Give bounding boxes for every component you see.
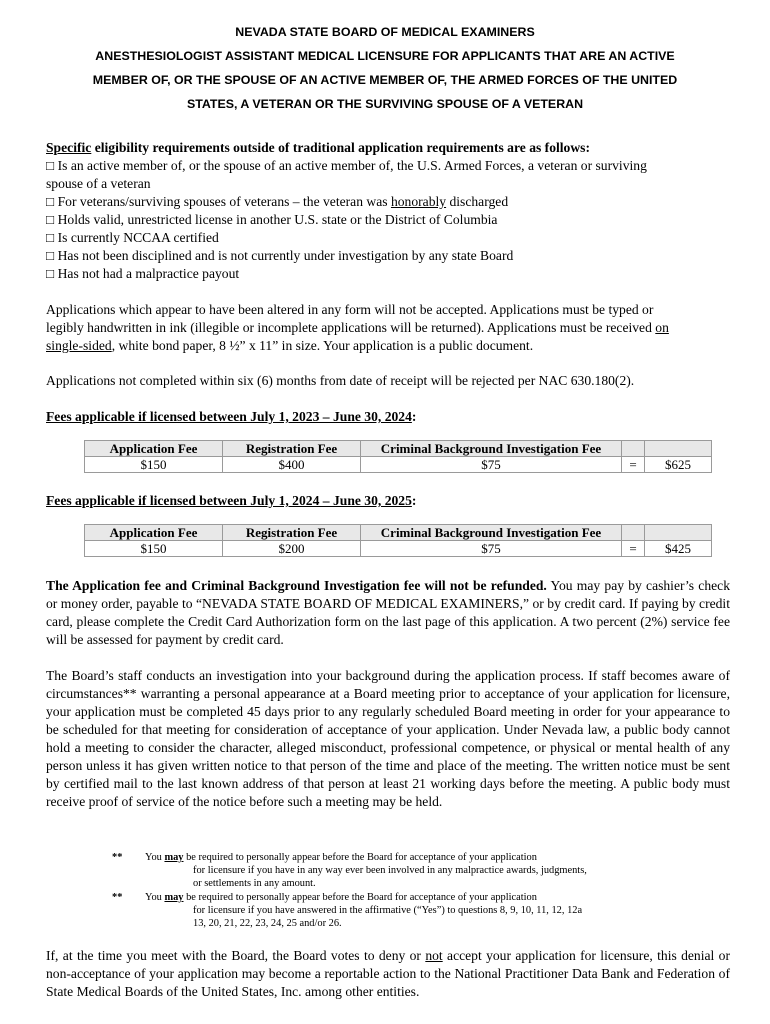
footnote-line-2: for licensure if you have answered in the affirmative (“Yes”) to questions 8, 9, 10, 11, 12, 12a <box>193 905 583 916</box>
fees-2-heading-text: Fees applicable if licensed between July 1, 2024 – June 30, 2025 <box>46 493 412 508</box>
col-background-fee: Criminal Background Investigation Fee <box>361 441 622 457</box>
footnote-marker: ** <box>112 892 123 903</box>
applications-timeout: Applications not completed within six (6) months from date of receipt will be rejected per NAC 630.180(2). <box>46 373 635 388</box>
footnote-you: You <box>145 852 165 863</box>
fees-table-2024 <box>84 524 712 557</box>
col-application-fee: Application Fee <box>85 525 223 541</box>
closing-text-1: If, at the time you meet with the Board, the Board votes to deny or <box>46 948 426 963</box>
eligibility-section <box>46 139 730 283</box>
registration-fee-value: $200 <box>223 541 361 557</box>
col-registration-fee: Registration Fee <box>223 525 361 541</box>
col-background-fee: Criminal Background Investigation Fee <box>361 525 622 541</box>
applications-line-3-text: , white bond paper, 8 ½” x 11” in size. Your application is a public document. <box>111 338 534 353</box>
eligibility-veterans-text: □ For veterans/surviving spouses of veterans – the veteran was <box>46 194 391 209</box>
background-fee-value: $75 <box>361 457 622 473</box>
fees-2-heading <box>46 492 730 510</box>
eligibility-item-license: □ Holds valid, unrestricted license in another U.S. state or the District of Columbia <box>46 212 498 227</box>
eligibility-item-discipline: □ Has not been disciplined and is not currently under investigation by any state Board <box>46 248 514 263</box>
investigation-paragraph <box>46 667 730 811</box>
eligibility-item-veterans <box>46 193 730 211</box>
fees-table-header-row <box>85 441 712 457</box>
col-total-blank <box>645 525 712 541</box>
eligibility-item-nccaa: □ Is currently NCCAA certified <box>46 230 219 245</box>
header-board-name: NEVADA STATE BOARD OF MEDICAL EXAMINERS <box>235 25 535 39</box>
header-title-line-1: ANESTHESIOLOGIST ASSISTANT MEDICAL LICENSURE FOR APPLICANTS THAT ARE AN ACTIVE <box>95 49 675 63</box>
footnote-you: You <box>145 892 165 903</box>
equals-sign: = <box>622 541 645 557</box>
fees-table-2023 <box>84 440 712 473</box>
footnote-malpractice <box>112 851 672 890</box>
header-title-line-3: STATES, A VETERAN OR THE SURVIVING SPOUSE OF A VETERAN <box>186 97 584 111</box>
applications-on: on <box>655 320 669 335</box>
refund-paragraph <box>46 577 730 649</box>
closing-text-2: accept your application for licensure, this denial or non-acceptance of your application may become a reportable action to the National Practitioner Data Bank and Federation of State Medical Boards of the United States, Inc. among other entities. <box>46 948 730 999</box>
total-fee-value: $425 <box>645 541 712 557</box>
footnote-line-1 <box>145 851 672 864</box>
equals-sign: = <box>622 457 645 473</box>
closing-paragraph <box>46 947 730 1001</box>
fees-1-heading <box>46 408 730 426</box>
header-title-line-2: MEMBER OF, OR THE SPOUSE OF AN ACTIVE MEMBER OF, THE ARMED FORCES OF THE UNITED <box>92 73 678 87</box>
eligibility-heading-text: eligibility requirements outside of traditional application requirements are as follows: <box>91 140 590 155</box>
total-fee-value: $625 <box>645 457 712 473</box>
applications-timeout-paragraph <box>46 372 730 390</box>
fees-table-value-row <box>85 541 712 557</box>
registration-fee-value: $400 <box>223 457 361 473</box>
footnote-text: be required to personally appear before the Board for acceptance of your application <box>183 892 537 903</box>
eligibility-item-armed-forces: □ Is an active member of, or the spouse of an active member of, the U.S. Armed Forces, a veteran or surviving <box>46 158 647 173</box>
investigation-text: The Board’s staff conducts an investigation into your background during the application process. If staff becomes aware of circumstances** warranting a personal appearance at a Board meeting prior to acceptance of your application for licensure, your application must be completed 45 days prior to any regularly scheduled Board meeting in order for your appearance to be scheduled for that meeting for consideration of acceptance of your application. Under Nevada law, a public body cannot hold a meeting to consider the character, alleged misconduct, professional competence, or physical or mental health of any person unless it has given written notice to that person of the time and place of the meeting. The written notice must be sent by certified mail to the last known address of that person at least 21 working days before the meeting. A public body must receive proof of service of the notice before such a meeting may be held. <box>46 668 730 809</box>
fees-table-header-row <box>85 525 712 541</box>
col-registration-fee: Registration Fee <box>223 441 361 457</box>
footnote-text: be required to personally appear before the Board for acceptance of your application <box>183 852 537 863</box>
eligibility-item-malpractice: □ Has not had a malpractice payout <box>46 266 240 281</box>
application-fee-value: $150 <box>85 541 223 557</box>
payment-instructions: You may pay by cashier’s check or money order, payable to “NEVADA STATE BOARD OF MEDICAL EXAMINERS,” or by credit card. If paying by credit card, please complete the Credit Card Authorization form on the last page of this application. A two percent (2%) service fee will be assessed for payment by credit card. <box>46 578 730 647</box>
document-header <box>40 20 730 116</box>
fees-1-heading-colon: : <box>411 409 417 424</box>
col-blank <box>622 525 645 541</box>
applications-line-2-text: legibly handwritten in ink (illegible or incomplete applications will be returned). Applications must be received <box>46 320 656 335</box>
eligibility-heading <box>46 139 730 157</box>
footnote-marker: ** <box>112 852 123 863</box>
eligibility-honorably: honorably <box>390 194 447 209</box>
applications-paragraph <box>46 301 730 355</box>
footnote-may: may <box>164 892 184 903</box>
eligibility-item-armed-forces-cont: spouse of a veteran <box>46 176 151 191</box>
col-blank <box>622 441 645 457</box>
eligibility-discharged: discharged <box>446 194 509 209</box>
applications-line-1: Applications which appear to have been altered in any form will not be accepted. Applications must be typed or <box>46 302 654 317</box>
applications-single-sided: single-sided <box>46 338 112 353</box>
col-total-blank <box>645 441 712 457</box>
closing-not: not <box>425 948 443 963</box>
applications-line-2 <box>46 319 730 337</box>
col-application-fee: Application Fee <box>85 441 223 457</box>
footnote-questions <box>112 891 672 930</box>
footnotes <box>112 851 672 931</box>
eligibility-heading-underlined: Specific <box>46 140 92 155</box>
applications-line-3 <box>46 337 730 355</box>
footnote-line-3: 13, 20, 21, 22, 23, 24, 25 and/or 26. <box>193 918 342 929</box>
background-fee-value: $75 <box>361 541 622 557</box>
application-fee-value: $150 <box>85 457 223 473</box>
fees-table-value-row <box>85 457 712 473</box>
fees-1-heading-text: Fees applicable if licensed between July 1, 2023 – June 30, 2024 <box>46 409 412 424</box>
footnote-line-1 <box>145 891 672 904</box>
refund-notice: The Application fee and Criminal Background Investigation fee will not be refunded. <box>46 578 547 593</box>
footnote-line-3: or settlements in any amount. <box>193 878 316 889</box>
footnote-line-2: for licensure if you have in any way ever been involved in any malpractice awards, judgments, <box>193 865 587 876</box>
footnote-may: may <box>164 852 184 863</box>
fees-2-heading-colon: : <box>411 493 417 508</box>
